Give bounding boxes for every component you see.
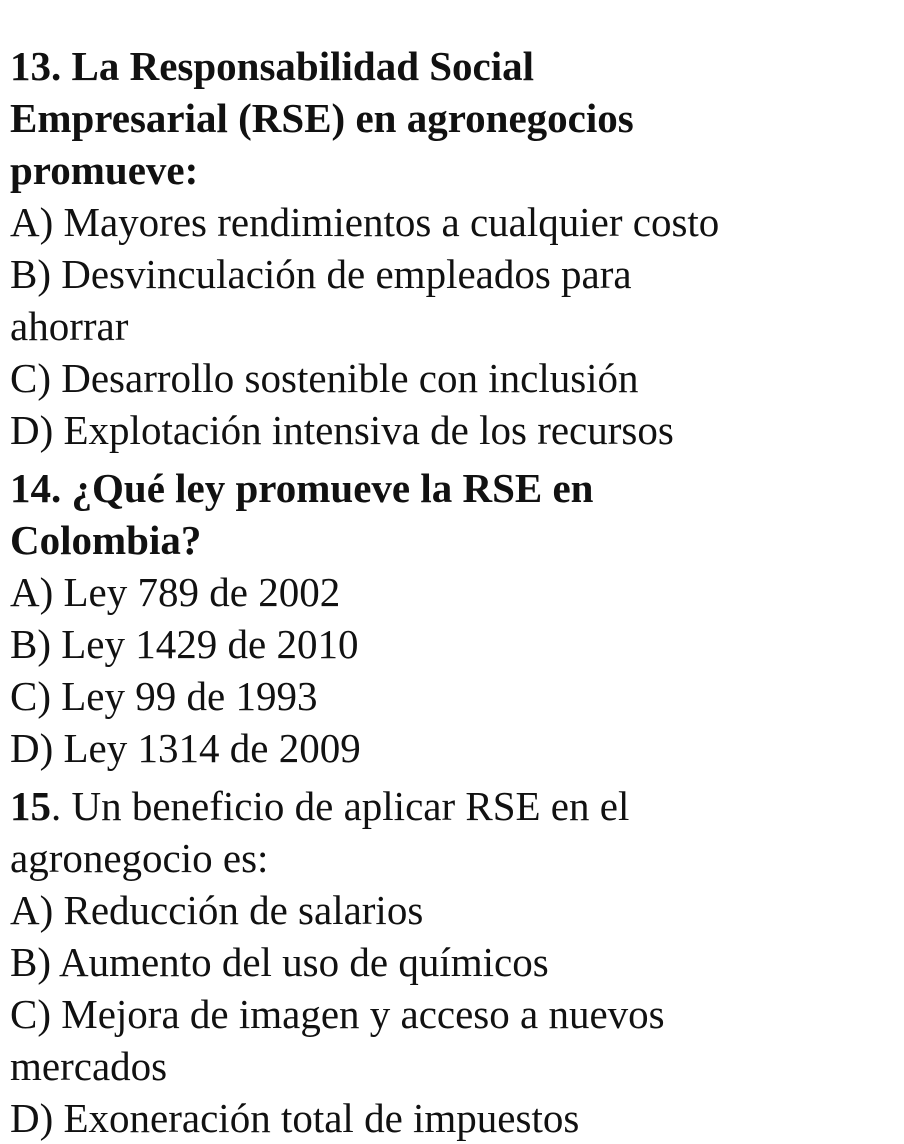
question-15 bbox=[10, 780, 904, 1144]
question-13-option-b-line-1: B) Desvinculación de empleados para bbox=[10, 251, 632, 297]
question-14-stem-line-1: 14. ¿Qué ley promueve la RSE en bbox=[10, 465, 594, 511]
question-14-option-b: B) Ley 1429 de 2010 bbox=[10, 621, 359, 667]
question-15-option-c bbox=[10, 988, 904, 1092]
question-15-stem-line-2: agronegocio es: bbox=[10, 835, 269, 881]
question-14-option-d: D) Ley 1314 de 2009 bbox=[10, 725, 361, 771]
question-13 bbox=[10, 40, 904, 456]
question-13-option-c: C) Desarrollo sostenible con inclusión bbox=[10, 355, 639, 401]
question-13-stem-line-2: Empresarial (RSE) en agronegocios bbox=[10, 95, 634, 141]
question-15-number: 15 bbox=[10, 783, 51, 829]
question-13-option-a: A) Mayores rendimientos a cualquier costo bbox=[10, 199, 720, 245]
question-13-stem-line-1: 13. La Responsabilidad Social bbox=[10, 43, 535, 89]
question-13-option-d: D) Explotación intensiva de los recursos bbox=[10, 407, 674, 453]
question-14-stem-line-2: Colombia? bbox=[10, 517, 202, 563]
question-15-stem-text: . Un beneficio de aplicar RSE en el bbox=[51, 783, 630, 829]
question-13-stem-line-3: promueve: bbox=[10, 147, 199, 193]
question-14-option-c: C) Ley 99 de 1993 bbox=[10, 673, 318, 719]
question-15-option-c-line-2: mercados bbox=[10, 1043, 168, 1089]
question-15-option-c-line-1: C) Mejora de imagen y acceso a nuevos bbox=[10, 991, 665, 1037]
question-13-option-b bbox=[10, 248, 904, 352]
question-15-option-a: A) Reducción de salarios bbox=[10, 887, 424, 933]
question-15-option-b: B) Aumento del uso de químicos bbox=[10, 939, 549, 985]
question-14 bbox=[10, 462, 904, 774]
question-15-stem-line-1 bbox=[10, 780, 904, 832]
question-13-option-b-line-2: ahorrar bbox=[10, 303, 129, 349]
question-15-option-d: D) Exoneración total de impuestos bbox=[10, 1095, 580, 1141]
question-14-option-a: A) Ley 789 de 2002 bbox=[10, 569, 341, 615]
